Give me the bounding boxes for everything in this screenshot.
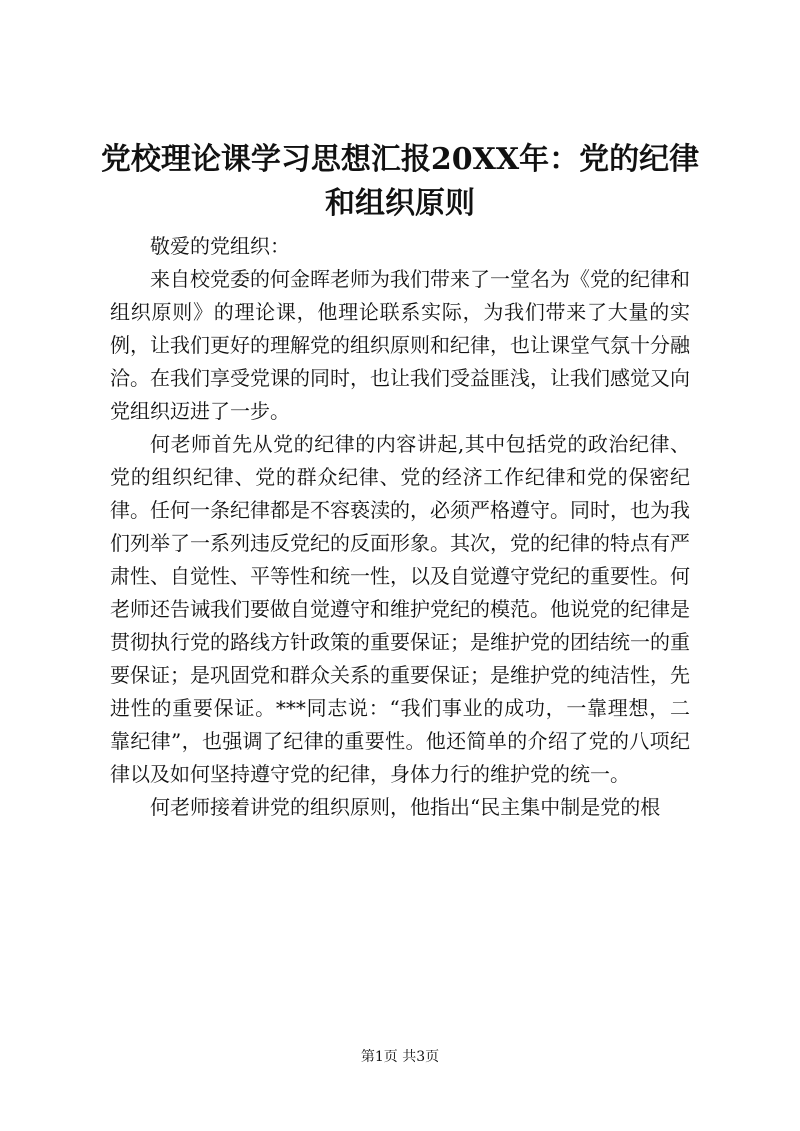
paragraph: 何老师接着讲党的组织原则，他指出“民主集中制是党的根 <box>150 795 661 819</box>
paragraph: 何老师首先从党的纪律的内容讲起,其中包括党的政治纪律、党的组织纪律、党的群众纪律、党的经济工作纪律和党的保密纪律。任何一条纪律都是不容亵渎的，必须严格遵守。同时，也为我们列举了一系列违反党纪的反面形象。其次，党的纪律的特点有严肃性、自觉性、平等性和统一性，以及自觉遵守党纪的重要性。何老师还告诫我们要做自觉遵守和维护党纪的模范。他说党的纪律是贯彻执行党的路线方针政策的重要保证；是维护党的团结统一的重要保证；是巩固党和群众关系的重要保证；是维护党的纯洁性，先进性的重要保证。***同志说：“我们事业的成功，一靠理想，二靠纪律”，也强调了纪律的重要性。他还简单的介绍了党的八项纪律以及如何坚持遵守党的纪律，身体力行的维护党的统一。 <box>110 432 690 786</box>
salutation: 敬爱的党组织： <box>150 234 290 258</box>
title-line-2: 和组织原则 <box>325 186 475 221</box>
title-line-1: 党校理论课学习思想汇报20XX年：党的纪律 <box>100 142 700 177</box>
page-footer: 第1页 共3页 <box>360 1049 440 1065</box>
document-body <box>110 230 690 824</box>
paragraph: 来自校党委的何金晖老师为我们带来了一堂名为《党的纪律和组织原则》的理论课，他理论联系实际，为我们带来了大量的实例，让我们更好的理解党的组织原则和纪律，也让课堂气氛十分融洽。在我们享受党课的同时，也让我们受益匪浅，让我们感觉又向党组织迈进了一步。 <box>110 267 690 423</box>
document-title <box>100 138 700 226</box>
